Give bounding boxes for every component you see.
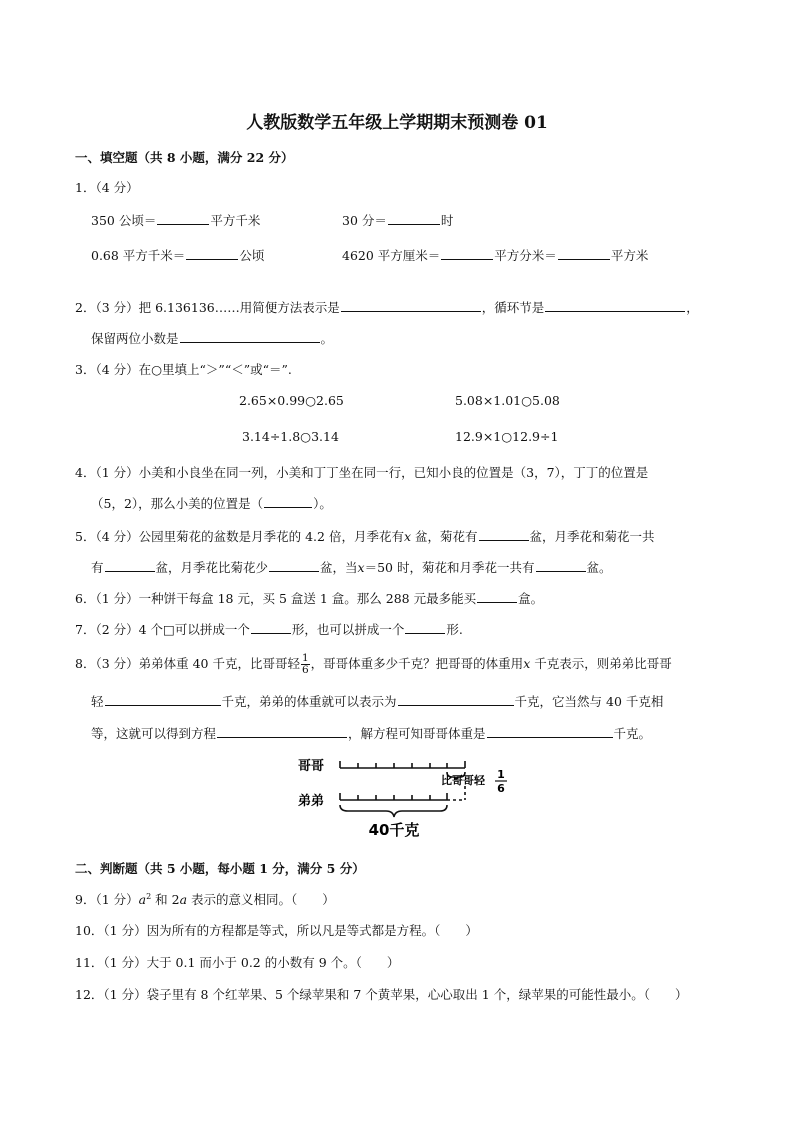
q8-text-3b: ，解方程可知哥哥体重是 [348,726,486,741]
answer-blank[interactable] [105,693,221,706]
answer-blank[interactable] [536,559,586,572]
question-9 [75,890,335,908]
question-8-line-2 [91,692,663,710]
answer-blank[interactable] [558,247,610,260]
variable-x: x [403,529,412,544]
q8-text: 8．（3 分）弟弟体重 40 千克，比哥哥轻 [75,656,300,671]
q2-text: 2．（3 分）把 6.136136……用简便方法表示是 [75,300,340,315]
question-10: 10．（1 分）因为所有的方程都是等式，所以凡是等式都是方程。（ ） [75,923,478,938]
page-title: 人教版数学五年级上学期期末预测卷 01 [246,113,548,133]
q5-text: 5．（4 分）公园里菊花的盆数是月季花的 4.2 倍，月季花有 [75,529,404,544]
q7-text-end: 形. [446,622,463,637]
q5-text-2a: 有 [91,560,104,575]
q8-text-2c: 千克，它当然与 40 千克相 [514,694,664,709]
q1b-text: 30 分＝ [342,213,387,228]
q6-text-end: 盒。 [518,591,544,606]
q1d-text: 4620 平方厘米＝ [342,248,441,263]
q7-text-mid: 形，也可以拼成一个 [291,622,405,637]
answer-blank[interactable] [269,559,319,572]
variable-x: x [523,656,531,671]
q2-text-2: 保留两位小数是 [91,331,179,346]
q2-text-mid: ，循环节是 [481,300,545,315]
question-1-d [342,246,648,264]
variable-a: a [179,892,188,907]
answer-blank[interactable] [217,725,347,738]
question-7 [75,620,463,638]
question-5-line-1 [75,527,655,545]
q8-text-end: 千克表示，则弟弟比哥哥 [530,656,672,671]
answer-blank[interactable] [545,299,685,312]
question-6 [75,589,543,607]
answer-blank[interactable] [479,528,529,541]
question-8-line-3 [91,724,651,742]
q7-text: 7．（2 分）4 个□可以拼成一个 [75,622,250,637]
q9-text: 9．（1 分） [75,892,139,907]
q6-text: 6．（1 分）一种饼干每盒 18 元，买 5 盒送 1 盒。那么 288 元最多能买 [75,591,477,606]
question-1-a [91,211,260,229]
q8-text-2a: 轻 [91,694,104,709]
question-1-b [342,211,453,229]
question-3-c: 3.14÷1.8○3.14 [242,429,339,444]
q9-text-end: 表示的意义相同。（ ） [187,892,335,907]
question-3-a: 2.65×0.99○2.65 [239,393,344,408]
question-3-b: 5.08×1.01○5.08 [455,393,560,408]
q5-text-2d: ＝50 时，菊花和月季花一共有 [364,560,535,575]
q2-text-2-end: 。 [320,331,334,346]
answer-blank[interactable] [157,212,209,225]
answer-blank[interactable] [477,590,517,603]
question-3-d: 12.9×1○12.9÷1 [455,429,559,444]
fraction-denominator: 6 [301,664,309,676]
question-12: 12．（1 分）袋子里有 8 个红苹果、5 个绿苹果和 7 个黄苹果，心心取出 1 个，绿苹果的可能性最小。（ ） [75,987,688,1002]
q5-text-2b: 盆，月季花比菊花少 [155,560,269,575]
variable-a: a [138,892,147,907]
variable-x: x [357,560,365,575]
q8-text-3a: 等，这就可以得到方程 [91,726,217,741]
total-label: 40千克 [368,821,420,839]
q1c-text: 0.68 平方千米＝ [91,248,186,263]
diagram-fraction-denominator: 6 [497,782,505,795]
question-8-line-1 [75,653,672,676]
gege-label: 哥哥 [298,759,325,774]
answer-blank[interactable] [341,299,481,312]
answer-blank[interactable] [487,725,613,738]
q5-text-2c: 盆，当 [320,560,358,575]
exponent: 2 [146,892,152,901]
answer-blank[interactable] [180,330,320,343]
q8-text-3c: 千克。 [613,726,652,741]
answer-blank[interactable] [264,495,312,508]
fraction-one-sixth [301,653,310,676]
q4-text-end: ）。 [313,496,332,511]
answer-blank[interactable] [405,621,445,634]
total-brace [340,805,447,817]
question-2-line-1 [75,298,699,316]
q1d-unit: 平方米 [610,248,649,263]
q5-text-mid: 盆，菊花有 [411,529,478,544]
q1c-unit: 公顷 [239,248,265,263]
answer-blank[interactable] [251,621,291,634]
q8-text-2b: 千克，弟弟的体重就可以表示为 [221,694,397,709]
question-11: 11．（1 分）大于 0.1 而小于 0.2 的小数有 9 个。（ ） [75,955,400,970]
answer-blank[interactable] [441,247,493,260]
answer-blank[interactable] [186,247,238,260]
answer-blank[interactable] [388,212,440,225]
question-4-line-1: 4．（1 分）小美和小良坐在同一列，小美和丁丁坐在同一行，已知小良的位置是（3，7），丁丁的位置是 [75,465,649,480]
fraction-numerator: 1 [301,652,309,664]
question-4-line-2 [91,494,332,512]
question-1-head: 1．（4 分） [75,180,139,195]
q5-text-2e: 盆。 [586,560,612,575]
q2-text-end: ， [686,300,699,315]
diagram-fraction-numerator: 1 [497,768,505,781]
question-1-c [91,246,264,264]
q1a-unit: 平方千米 [210,213,261,228]
section-heading-true-false: 二、判断题（共 5 小题，每小题 1 分，满分 5 分） [75,861,365,876]
q1a-text: 350 公顷＝ [91,213,157,228]
q4-text: （5，2），那么小美的位置是（ [91,496,264,511]
q1d-mid: 平方分米＝ [494,248,557,263]
q1b-unit: 时 [440,213,454,228]
question-5-line-2 [91,558,612,576]
answer-blank[interactable] [105,559,155,572]
question-2-line-2 [91,329,333,347]
segment-diagram-svg [290,748,510,848]
answer-blank[interactable] [398,693,514,706]
q9-text-mid: 和 2 [151,892,180,907]
segment-diagram [290,748,510,848]
q8-text-mid: ，哥哥体重多少千克？把哥哥的体重用 [310,656,524,671]
section-heading-fill-blank: 一、填空题（共 8 小题，满分 22 分） [75,150,294,165]
question-3-head: 3．（4 分）在○里填上“＞”“＜”或“＝”. [75,362,292,377]
lighter-label: 比哥哥轻 [441,774,485,787]
q5-text-end: 盆，月季花和菊花一共 [529,529,655,544]
didi-label: 弟弟 [298,794,325,809]
